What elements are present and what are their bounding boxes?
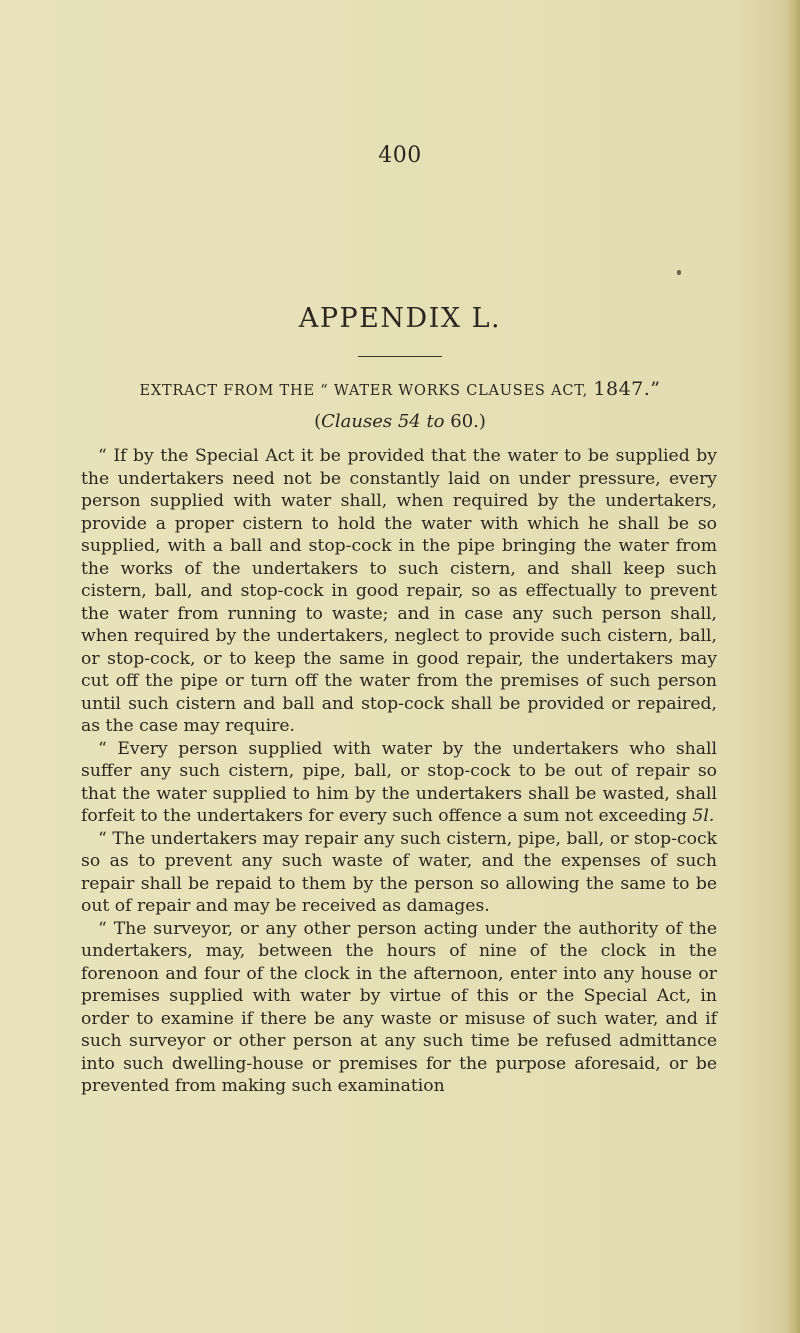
paragraph-forfeit <box>81 738 717 828</box>
clauses-subheading <box>0 411 800 432</box>
ink-speck <box>677 270 681 275</box>
forfeit-amount: 5l. <box>692 806 715 826</box>
clauses-label: Clauses 54 to <box>321 411 445 432</box>
paragraph-forfeit-text: “ Every person supplied with water by the undertakers who shall suffer any such cistern, pipe, ball, or stop-cock to be out of repair so that the water supplied to him by the undertakers shall be wasted, shall forfeit to the undertakers for every such offence a sum not exceeding <box>81 738 717 826</box>
paragraph-repair: “ The undertakers may repair any such cistern, pipe, ball, or stop-cock so as to prevent any such waste of water, and the expenses of such repair shall be repaid to them by the person so allowing the same to be out of repair and may be received as damages. <box>81 828 717 916</box>
clauses-open: ( <box>314 411 322 432</box>
extract-heading-text: EXTRACT FROM THE “ WATER WORKS CLAUSES ACT, <box>139 383 588 399</box>
paragraph-cistern-requirement: “ If by the Special Act it be provided that the water to be supplied by the undertakers need not be constantly laid on under pressure, every person supplied with water shall, when required by the undertakers, provide a proper cistern to hold the water with which he shall be so supplied, with a ball and stop-cock in the pipe bringing the water from the works of the undertakers to such cistern, and shall keep such cistern, ball, and stop-cock in good repair, so as effectually to prevent the water from running to waste; and in case any such person shall, when required by the undertakers, neglect to provide such cistern, ball, or stop-cock, or to keep the same in good repair, the undertakers may cut off the pipe or turn off the water from the premises of such person until such cistern and ball and stop-cock shall be provided or repaired, as the case may require. <box>81 446 717 736</box>
body-text <box>81 445 717 1098</box>
appendix-title: APPENDIX L. <box>298 303 502 334</box>
extract-year: 1847.” <box>593 378 661 400</box>
paragraph-surveyor: “ The surveyor, or any other person acting under the authority of the undertakers, may, between the hours of nine of the clock in the forenoon and four of the clock in the afternoon, enter into any house or premises supplied with water by virtue of this or the Special Act, in order to examine if there be any waste or misuse of such water, and if such surveyor or other person at any such time be refused admittance into such dwelling-house or premises for the purpose aforesaid, or be prevented from making such examination <box>81 918 717 1096</box>
page-edge <box>786 0 800 1333</box>
clauses-close: 60.) <box>444 411 486 432</box>
title-rule <box>358 356 442 357</box>
extract-heading <box>0 378 800 400</box>
page-number: 400 <box>378 143 422 168</box>
